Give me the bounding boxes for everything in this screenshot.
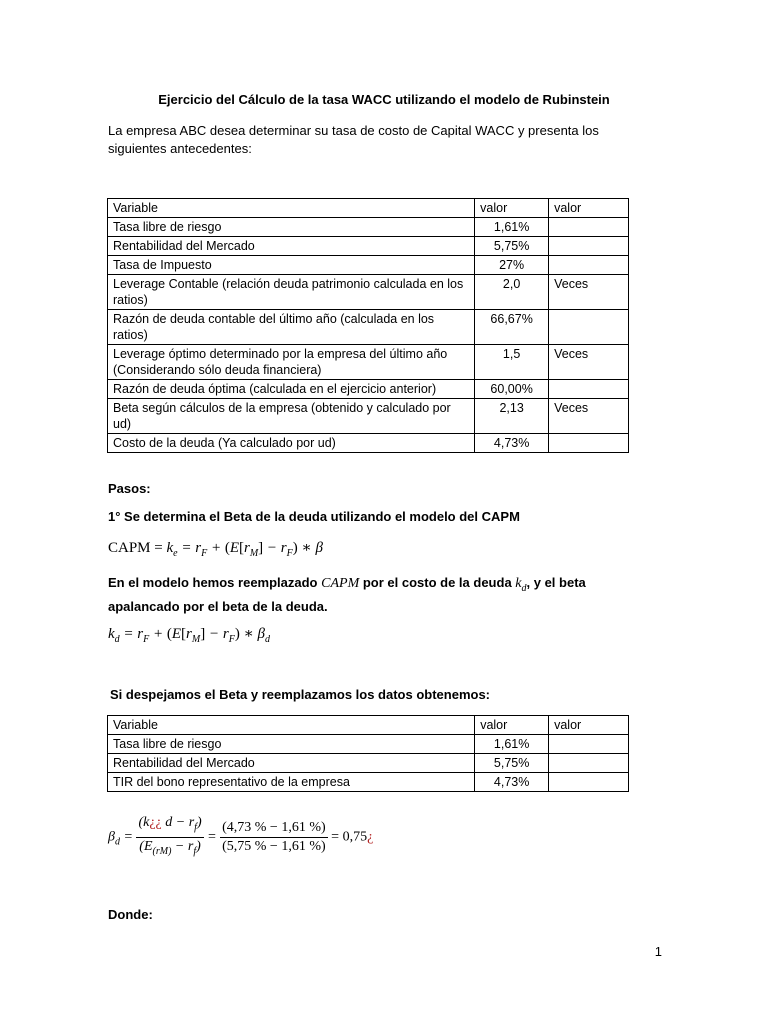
variable-cell: Tasa libre de riesgo [108,218,475,237]
table-header-cell: valor [549,199,629,218]
table-row [108,434,629,453]
value-cell: 60,00% [475,380,549,399]
table-row [108,773,629,792]
table-header-cell: valor [475,716,549,735]
table-row [108,310,629,345]
table-header-cell: Variable [108,716,475,735]
fraction-numeric: $\frac{(4,73 \% - 1,61 \%)}{(5,75 \% - 1,61 \%)}$ [222,819,326,854]
step-1-heading: 1° Se determina el Beta de la deuda utilizando el modelo del CAPM [108,509,520,524]
table-row [108,735,629,754]
variable-cell: Tasa libre de riesgo [108,735,475,754]
value-cell: 1,61% [475,735,549,754]
value-cell: Veces [549,345,629,380]
value-cell: 4,73% [475,773,549,792]
value-cell [549,310,629,345]
variable-cell: Leverage Contable (relación deuda patrimonio calculada en los ratios) [108,275,475,310]
table-row [108,218,629,237]
table-row [108,275,629,310]
value-cell: 2,0 [475,275,549,310]
table-header-row [108,716,629,735]
value-cell [549,735,629,754]
table-header-row [108,199,629,218]
value-cell [549,754,629,773]
value-cell: Veces [549,399,629,434]
value-cell [549,434,629,453]
antecedentes-table [107,198,629,453]
table-row [108,345,629,380]
value-cell: 1,61% [475,218,549,237]
page-title: Ejercicio del Cálculo de la tasa WACC utilizando el modelo de Rubinstein [158,92,610,107]
model-explanation-paragraph: En el modelo hemos reemplazado CAPM por el costo de la deuda $k_d$, y el beta apalancado por el beta de la deuda. [108,575,586,614]
variable-cell: Tasa de Impuesto [108,256,475,275]
datos-table [107,715,629,792]
variable-cell: Costo de la deuda (Ya calculado por ud) [108,434,475,453]
variable-cell: Leverage óptimo determinado por la empresa del último año (Considerando sólo deuda financiera) [108,345,475,380]
variable-cell: Razón de deuda óptima (calculada en el ejercicio anterior) [108,380,475,399]
variable-cell: TIR del bono representativo de la empresa [108,773,475,792]
antecedentes-table-body [108,199,629,453]
page-number: 1 [654,944,662,959]
datos-table-body [108,716,629,792]
table-header-cell: valor [475,199,549,218]
fraction-symbolic: $\frac{(k¿¿ d - r_f)}{(E_{(rM)} - r_f)}$ [138,815,202,857]
value-cell: 1,5 [475,345,549,380]
value-cell: 5,75% [475,237,549,256]
value-cell: 66,67% [475,310,549,345]
table-row [108,237,629,256]
value-cell [549,380,629,399]
kd-formula: $k_d = r_F + (E[r_M] - r_F)$ ∗ $\beta_d$ [108,626,270,645]
despejamos-paragraph: Si despejamos el Beta y reemplazamos los datos obtenemos: [110,687,491,702]
donde-label: Donde: [108,907,153,922]
variable-cell: Beta según cálculos de la empresa (obtenido y calculado por ud) [108,399,475,434]
table-header-cell: Variable [108,199,475,218]
value-cell [549,218,629,237]
pasos-label: Pasos: [108,481,151,496]
beta-deuda-formula: $\beta_d$ = $\frac{(k¿¿ d - r_f)}{(E_{(rM)} - r_f)}$ = $\frac{(4,73 \% - 1,61 \%)}{(5,75 \% - 1,61 \%)}$ = 0,75¿ [108,814,373,861]
variable-cell: Rentabilidad del Mercado [108,754,475,773]
intro-paragraph: La empresa ABC desea determinar su tasa de costo de Capital WACC y presenta los siguientes antecedentes: [108,123,599,156]
value-cell: 4,73% [475,434,549,453]
value-cell: 5,75% [475,754,549,773]
table-row [108,256,629,275]
value-cell [549,773,629,792]
value-cell: 27% [475,256,549,275]
value-cell: Veces [549,275,629,310]
value-cell: 2,13 [475,399,549,434]
table-row [108,754,629,773]
capm-formula: CAPM = $k_e = r_F + (E[r_M] - r_F)$ ∗ β [108,540,323,559]
variable-cell: Razón de deuda contable del último año (calculada en los ratios) [108,310,475,345]
variable-cell: Rentabilidad del Mercado [108,237,475,256]
value-cell [549,256,629,275]
value-cell [549,237,629,256]
table-row [108,380,629,399]
table-header-cell: valor [549,716,629,735]
table-row [108,399,629,434]
